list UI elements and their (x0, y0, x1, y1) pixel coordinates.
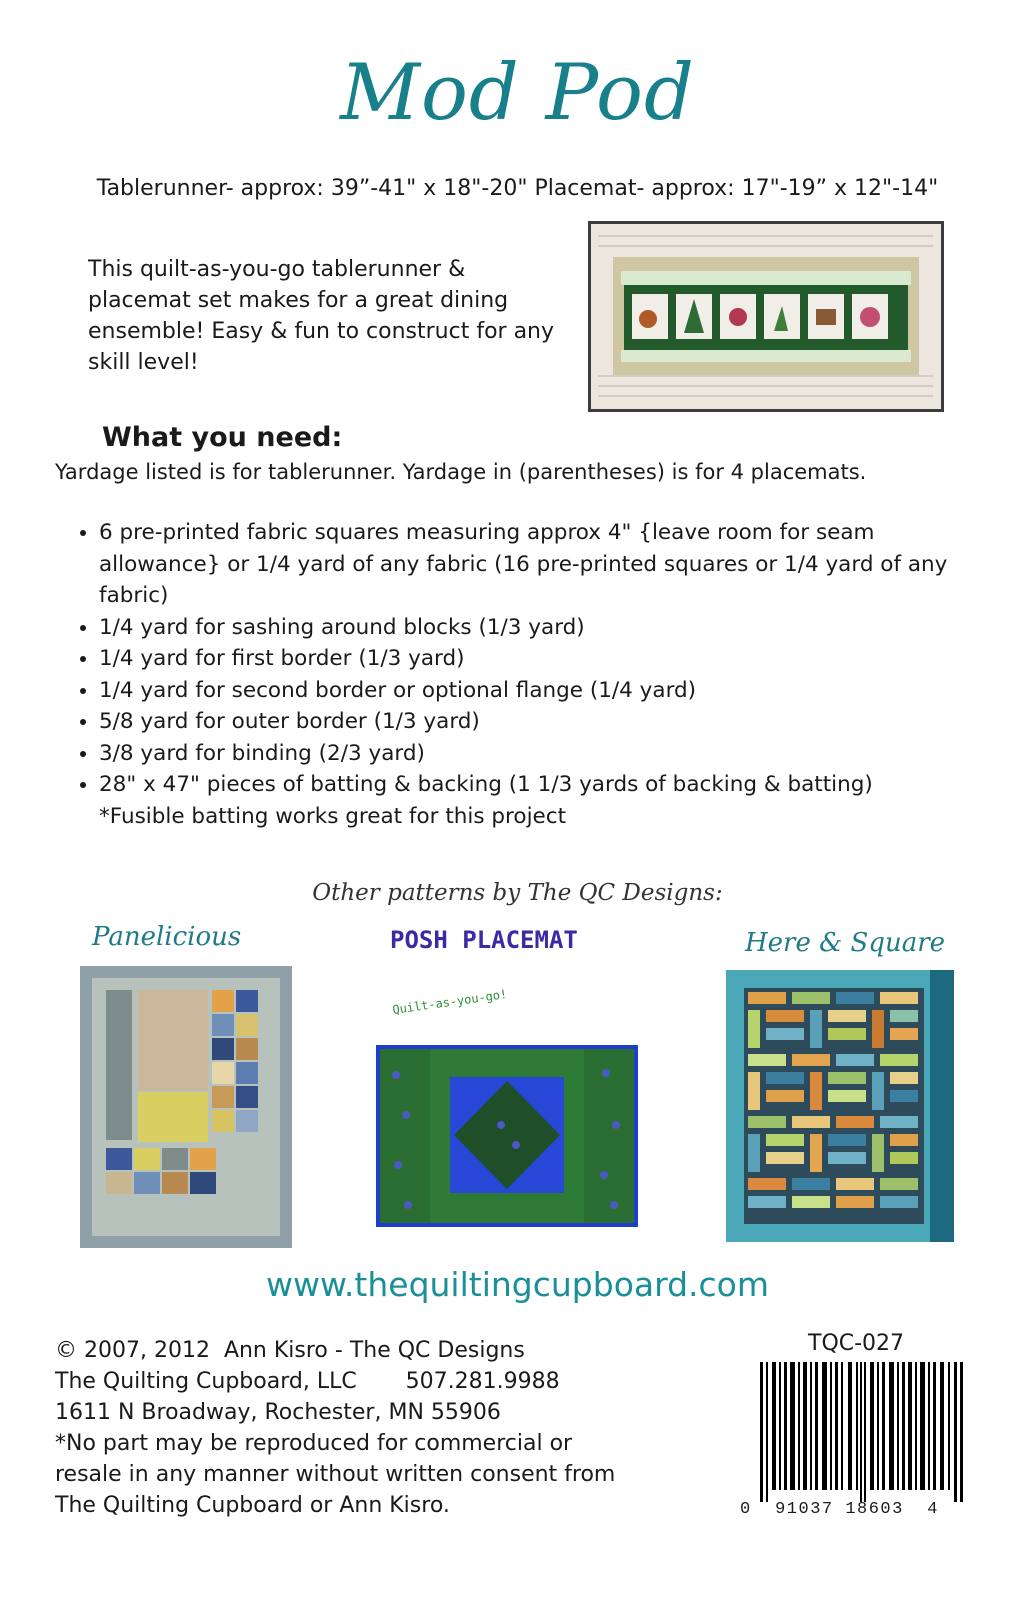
company-line: The Quilting Cupboard, LLC 507.281.9988 (55, 1369, 560, 1394)
footer-info (55, 1335, 615, 1521)
project-sizes: Tablerunner- approx: 39”-41" x 18"-20" Placemat- approx: 17"-19” x 12"-14" (96, 176, 939, 201)
barcode-number: 0 91037 18603 4 (740, 1500, 939, 1519)
list-item: • 5/8 yard for outer border (1/3 yard) (99, 706, 979, 738)
page-title: Mod Pod (340, 48, 695, 138)
list-item: • 6 pre-printed fabric squares measuring approx 4" {leave room for seam allowance} or 1/4 yard of any fabric (16 pre-printed squares or 1/4 yard of any fabric) (99, 517, 979, 612)
posh-placemat-photo (376, 1045, 638, 1227)
here-square-quilt-photo (726, 970, 954, 1242)
other-patterns-heading: Other patterns by The QC Designs: (312, 880, 723, 906)
tablerunner-photo (588, 221, 944, 412)
list-item: • 1/4 yard for sashing around blocks (1/3 yard) (99, 612, 979, 644)
website-link[interactable]: www.thequiltingcupboard.com (265, 1265, 770, 1304)
posh-tagline: Quilt-as-you-go! (391, 987, 509, 1017)
notice-line: *No part may be reproduced for commercial or (55, 1431, 573, 1456)
intro-text: This quilt-as-you-go tablerunner & placemat set makes for a great dining ensemble! Easy & fun to construct for any skill level! (88, 257, 555, 375)
notice-line: resale in any manner without written consent from (55, 1462, 616, 1487)
barcode-image (760, 1362, 965, 1502)
copyright-line: © 2007, 2012 Ann Kisro - The QC Designs (55, 1338, 525, 1363)
list-item: • 28" x 47" pieces of batting & backing (1 1/3 yards of backing & batting) *Fusible batting works great for this project (99, 769, 979, 832)
materials-list (75, 517, 979, 832)
pattern-title-panelicious: Panelicious (92, 922, 242, 952)
product-sku: TQC-027 (808, 1331, 905, 1356)
notice-line: The Quilting Cupboard or Ann Kisro. (55, 1493, 450, 1518)
list-item: • 1/4 yard for second border or optional flange (1/4 yard) (99, 675, 979, 707)
panelicious-quilt-photo (80, 966, 292, 1248)
pattern-title-here-square: Here & Square (745, 928, 946, 958)
list-item: • 3/8 yard for binding (2/3 yard) (99, 738, 979, 770)
list-item: • 1/4 yard for first border (1/3 yard) (99, 643, 979, 675)
address-line: 1611 N Broadway, Rochester, MN 55906 (55, 1400, 501, 1425)
pattern-title-posh-placemat: POSH PLACEMAT (390, 926, 578, 954)
yardage-note: Yardage listed is for tablerunner. Yardage in (parentheses) is for 4 placemats. (55, 460, 867, 484)
what-you-need-heading: What you need: (102, 422, 343, 453)
